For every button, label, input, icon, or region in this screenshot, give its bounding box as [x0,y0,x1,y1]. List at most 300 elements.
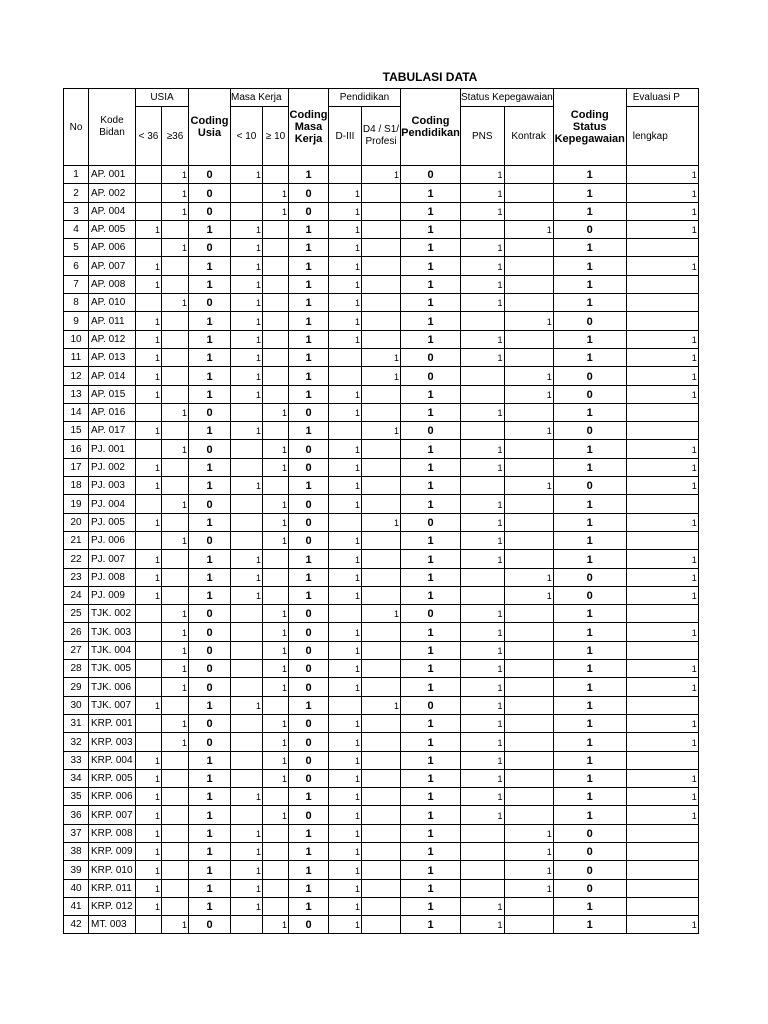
usia-ge36-cell [162,842,189,860]
mk-lt10-cell [231,458,263,476]
coding-usia-cell: 0 [189,495,231,513]
kode-bidan-cell: MT. 003 [89,916,136,934]
pend-d3-cell: 1 [329,751,362,769]
table-row [64,166,699,184]
kode-bidan-cell: PJ. 005 [89,513,136,531]
mk-lt10-cell [231,605,263,623]
coding-status-cell: 1 [553,458,626,476]
usia-ge36-cell: 1 [162,623,189,641]
coding-status-cell: 0 [553,477,626,495]
pend-d3-cell: 1 [329,440,362,458]
status-pns-cell [461,879,505,897]
status-pns-cell [461,586,505,604]
status-pns-cell: 1 [461,916,505,934]
coding-masa-kerja-cell: 1 [289,385,329,403]
coding-pendidikan-cell: 0 [401,422,461,440]
coding-masa-kerja-cell: 1 [289,257,329,275]
status-pns-cell: 1 [461,641,505,659]
table-row [64,184,699,202]
status-pns-cell: 1 [461,330,505,348]
kode-bidan-cell: TJK. 007 [89,696,136,714]
status-kontrak-cell [504,257,553,275]
coding-pendidikan-cell: 1 [401,916,461,934]
mk-ge10-cell: 1 [263,513,289,531]
coding-usia-cell: 1 [189,879,231,897]
header-pns: PNS [461,107,505,166]
evaluasi-lengkap-cell [626,861,698,879]
status-pns-cell: 1 [461,166,505,184]
row-number-cell: 25 [64,605,89,623]
header-masa-kerja: Masa Kerja [231,89,289,107]
mk-lt10-cell [231,513,263,531]
coding-pendidikan-cell: 1 [401,330,461,348]
coding-masa-kerja-cell: 1 [289,861,329,879]
table-row [64,824,699,842]
evaluasi-lengkap-cell: 1 [626,513,698,531]
mk-ge10-cell: 1 [263,733,289,751]
kode-bidan-cell: AP. 001 [89,166,136,184]
coding-usia-cell: 1 [189,257,231,275]
pend-d3-cell [329,513,362,531]
pend-d3-cell [329,367,362,385]
coding-pendidikan-cell: 1 [401,806,461,824]
mk-ge10-cell: 1 [263,531,289,549]
coding-masa-kerja-cell: 0 [289,202,329,220]
status-pns-cell: 1 [461,788,505,806]
coding-status-cell: 0 [553,220,626,238]
evaluasi-lengkap-cell [626,403,698,421]
coding-masa-kerja-cell: 0 [289,440,329,458]
kode-bidan-cell: KRP. 005 [89,769,136,787]
mk-ge10-cell: 1 [263,202,289,220]
kode-bidan-cell: AP. 005 [89,220,136,238]
usia-ge36-cell [162,879,189,897]
mk-ge10-cell [263,861,289,879]
mk-ge10-cell [263,367,289,385]
coding-pendidikan-cell: 0 [401,348,461,366]
status-kontrak-cell [504,714,553,732]
status-kontrak-cell [504,696,553,714]
coding-status-cell: 0 [553,422,626,440]
coding-usia-cell: 0 [189,440,231,458]
usia-lt36-cell: 1 [136,769,162,787]
pend-d3-cell: 1 [329,678,362,696]
pend-d4-cell [362,769,401,787]
status-kontrak-cell: 1 [504,842,553,860]
status-pns-cell: 1 [461,184,505,202]
kode-bidan-cell: KRP. 008 [89,824,136,842]
row-number-cell: 2 [64,184,89,202]
coding-usia-cell: 1 [189,348,231,366]
kode-bidan-cell: AP. 017 [89,422,136,440]
usia-ge36-cell [162,824,189,842]
row-number-cell: 11 [64,348,89,366]
coding-pendidikan-cell: 1 [401,312,461,330]
pend-d4-cell [362,257,401,275]
coding-masa-kerja-cell: 1 [289,586,329,604]
coding-status-cell: 1 [553,440,626,458]
status-kontrak-cell [504,531,553,549]
mk-ge10-cell [263,220,289,238]
mk-lt10-cell: 1 [231,220,263,238]
usia-ge36-cell: 1 [162,660,189,678]
mk-lt10-cell: 1 [231,422,263,440]
mk-ge10-cell [263,824,289,842]
header-kontrak: Kontrak [504,107,553,166]
mk-lt10-cell: 1 [231,879,263,897]
pend-d3-cell [329,348,362,366]
coding-pendidikan-cell: 1 [401,531,461,549]
mk-lt10-cell: 1 [231,586,263,604]
coding-status-cell: 1 [553,806,626,824]
kode-bidan-cell: AP. 002 [89,184,136,202]
status-kontrak-cell: 1 [504,367,553,385]
coding-status-cell: 1 [553,769,626,787]
coding-pendidikan-cell: 0 [401,513,461,531]
mk-ge10-cell: 1 [263,440,289,458]
mk-ge10-cell [263,897,289,915]
row-number-cell: 23 [64,568,89,586]
coding-pendidikan-cell: 1 [401,184,461,202]
coding-status-cell: 1 [553,897,626,915]
status-kontrak-cell: 1 [504,385,553,403]
status-pns-cell [461,568,505,586]
kode-bidan-cell: AP. 008 [89,275,136,293]
mk-lt10-cell: 1 [231,842,263,860]
usia-ge36-cell [162,312,189,330]
header-no: No [64,89,89,166]
usia-ge36-cell: 1 [162,495,189,513]
row-number-cell: 27 [64,641,89,659]
status-kontrak-cell [504,788,553,806]
pend-d4-cell [362,861,401,879]
status-kontrak-cell [504,605,553,623]
kode-bidan-cell: PJ. 009 [89,586,136,604]
pend-d4-cell [362,806,401,824]
coding-pendidikan-cell: 1 [401,897,461,915]
table-row [64,294,699,312]
coding-usia-cell: 0 [189,641,231,659]
mk-ge10-cell [263,550,289,568]
table-row [64,861,699,879]
coding-usia-cell: 0 [189,239,231,257]
mk-lt10-cell: 1 [231,239,263,257]
coding-pendidikan-cell: 1 [401,385,461,403]
mk-lt10-cell [231,660,263,678]
pend-d4-cell [362,477,401,495]
kode-bidan-cell: KRP. 009 [89,842,136,860]
mk-ge10-cell [263,788,289,806]
coding-usia-cell: 0 [189,733,231,751]
row-number-cell: 24 [64,586,89,604]
coding-masa-kerja-cell: 1 [289,696,329,714]
coding-masa-kerja-cell: 0 [289,641,329,659]
mk-ge10-cell [263,477,289,495]
status-pns-cell [461,861,505,879]
coding-status-cell: 0 [553,861,626,879]
usia-lt36-cell [136,714,162,732]
table-row [64,220,699,238]
row-number-cell: 34 [64,769,89,787]
mk-ge10-cell [263,294,289,312]
table-row [64,477,699,495]
evaluasi-lengkap-cell [626,696,698,714]
coding-pendidikan-cell: 1 [401,641,461,659]
row-number-cell: 15 [64,422,89,440]
mk-lt10-cell: 1 [231,477,263,495]
evaluasi-lengkap-cell: 1 [626,184,698,202]
mk-lt10-cell: 1 [231,788,263,806]
pend-d3-cell: 1 [329,842,362,860]
pend-d3-cell: 1 [329,861,362,879]
pend-d4-cell: 1 [362,348,401,366]
table-row [64,879,699,897]
table-row [64,678,699,696]
usia-lt36-cell: 1 [136,751,162,769]
status-pns-cell: 1 [461,440,505,458]
mk-lt10-cell: 1 [231,385,263,403]
pend-d4-cell [362,531,401,549]
coding-pendidikan-cell: 1 [401,275,461,293]
usia-ge36-cell [162,220,189,238]
status-kontrak-cell [504,184,553,202]
row-number-cell: 26 [64,623,89,641]
usia-ge36-cell: 1 [162,714,189,732]
table-row [64,239,699,257]
coding-masa-kerja-cell: 1 [289,239,329,257]
pend-d3-cell: 1 [329,733,362,751]
pend-d3-cell: 1 [329,294,362,312]
kode-bidan-cell: KRP. 006 [89,788,136,806]
row-number-cell: 7 [64,275,89,293]
status-pns-cell: 1 [461,605,505,623]
mk-lt10-cell [231,403,263,421]
spreadsheet [0,88,768,948]
evaluasi-lengkap-cell: 1 [626,769,698,787]
pend-d4-cell [362,751,401,769]
coding-pendidikan-cell: 1 [401,477,461,495]
coding-masa-kerja-cell: 1 [289,294,329,312]
usia-lt36-cell [136,605,162,623]
table-row [64,806,699,824]
usia-ge36-cell [162,897,189,915]
coding-pendidikan-cell: 1 [401,568,461,586]
mk-lt10-cell: 1 [231,568,263,586]
kode-bidan-cell: TJK. 005 [89,660,136,678]
coding-status-cell: 1 [553,495,626,513]
mk-ge10-cell: 1 [263,916,289,934]
table-row [64,202,699,220]
usia-lt36-cell [136,733,162,751]
status-pns-cell [461,220,505,238]
coding-status-cell: 1 [553,184,626,202]
coding-status-cell: 0 [553,586,626,604]
coding-usia-cell: 1 [189,220,231,238]
tabulation-table [63,88,699,934]
coding-pendidikan-cell: 1 [401,257,461,275]
status-kontrak-cell: 1 [504,879,553,897]
table-row [64,312,699,330]
coding-status-cell: 1 [553,275,626,293]
header-usia-ge36: ≥36 [162,107,189,166]
row-number-cell: 21 [64,531,89,549]
mk-ge10-cell [263,348,289,366]
coding-pendidikan-cell: 1 [401,824,461,842]
status-kontrak-cell [504,495,553,513]
kode-bidan-cell: KRP. 011 [89,879,136,897]
mk-lt10-cell [231,806,263,824]
mk-lt10-cell [231,440,263,458]
table-row [64,714,699,732]
pend-d3-cell: 1 [329,879,362,897]
pend-d4-cell [362,330,401,348]
evaluasi-lengkap-cell: 1 [626,568,698,586]
table-row [64,367,699,385]
coding-usia-cell: 0 [189,678,231,696]
mk-lt10-cell: 1 [231,861,263,879]
usia-ge36-cell [162,788,189,806]
pend-d3-cell: 1 [329,458,362,476]
mk-ge10-cell [263,166,289,184]
pend-d3-cell: 1 [329,239,362,257]
pend-d3-cell: 1 [329,916,362,934]
header-mk-lt10: < 10 [231,107,263,166]
kode-bidan-cell: AP. 006 [89,239,136,257]
row-number-cell: 42 [64,916,89,934]
pend-d3-cell: 1 [329,660,362,678]
mk-lt10-cell: 1 [231,550,263,568]
pend-d3-cell: 1 [329,495,362,513]
usia-ge36-cell: 1 [162,202,189,220]
coding-usia-cell: 1 [189,806,231,824]
status-pns-cell: 1 [461,458,505,476]
evaluasi-lengkap-cell [626,422,698,440]
pend-d3-cell: 1 [329,403,362,421]
pend-d4-cell [362,678,401,696]
kode-bidan-cell: PJ. 003 [89,477,136,495]
kode-bidan-cell: TJK. 004 [89,641,136,659]
coding-status-cell: 0 [553,367,626,385]
row-number-cell: 22 [64,550,89,568]
header-evaluasi: Evaluasi P [626,89,698,107]
pend-d3-cell: 1 [329,312,362,330]
evaluasi-lengkap-cell: 1 [626,477,698,495]
pend-d4-cell [362,897,401,915]
coding-masa-kerja-cell: 0 [289,714,329,732]
row-number-cell: 9 [64,312,89,330]
usia-ge36-cell: 1 [162,239,189,257]
status-pns-cell: 1 [461,733,505,751]
mk-ge10-cell: 1 [263,769,289,787]
status-pns-cell: 1 [461,403,505,421]
coding-usia-cell: 0 [189,184,231,202]
mk-lt10-cell: 1 [231,367,263,385]
row-number-cell: 38 [64,842,89,860]
coding-status-cell: 1 [553,696,626,714]
table-row [64,550,699,568]
row-number-cell: 32 [64,733,89,751]
row-number-cell: 19 [64,495,89,513]
coding-masa-kerja-cell: 1 [289,312,329,330]
usia-ge36-cell [162,348,189,366]
kode-bidan-cell: PJ. 004 [89,495,136,513]
evaluasi-lengkap-cell: 1 [626,348,698,366]
coding-pendidikan-cell: 1 [401,550,461,568]
usia-lt36-cell: 1 [136,477,162,495]
kode-bidan-cell: PJ. 006 [89,531,136,549]
usia-lt36-cell: 1 [136,330,162,348]
pend-d3-cell: 1 [329,714,362,732]
coding-usia-cell: 1 [189,513,231,531]
table-row [64,605,699,623]
usia-ge36-cell [162,458,189,476]
coding-masa-kerja-cell: 1 [289,824,329,842]
coding-status-cell: 1 [553,202,626,220]
coding-usia-cell: 1 [189,385,231,403]
mk-lt10-cell [231,678,263,696]
header-coding-status: Coding Status Kepegawaian [553,89,626,166]
coding-masa-kerja-cell: 1 [289,275,329,293]
mk-ge10-cell: 1 [263,714,289,732]
table-row [64,403,699,421]
status-pns-cell: 1 [461,531,505,549]
coding-masa-kerja-cell: 1 [289,477,329,495]
evaluasi-lengkap-cell [626,275,698,293]
evaluasi-lengkap-cell: 1 [626,166,698,184]
usia-lt36-cell: 1 [136,842,162,860]
table-row [64,641,699,659]
table-row [64,842,699,860]
mk-lt10-cell: 1 [231,824,263,842]
coding-masa-kerja-cell: 0 [289,660,329,678]
evaluasi-lengkap-cell: 1 [626,714,698,732]
table-row [64,495,699,513]
mk-lt10-cell: 1 [231,696,263,714]
coding-status-cell: 1 [553,916,626,934]
status-pns-cell: 1 [461,239,505,257]
evaluasi-lengkap-cell [626,312,698,330]
page-title: TABULASI DATA [382,70,478,84]
coding-usia-cell: 1 [189,477,231,495]
coding-usia-cell: 0 [189,605,231,623]
pend-d4-cell [362,660,401,678]
usia-lt36-cell [136,440,162,458]
coding-masa-kerja-cell: 0 [289,513,329,531]
status-pns-cell [461,824,505,842]
usia-ge36-cell: 1 [162,678,189,696]
coding-usia-cell: 1 [189,769,231,787]
mk-ge10-cell [263,239,289,257]
usia-lt36-cell [136,166,162,184]
evaluasi-lengkap-cell: 1 [626,257,698,275]
usia-ge36-cell [162,861,189,879]
mk-lt10-cell: 1 [231,294,263,312]
coding-usia-cell: 1 [189,788,231,806]
status-pns-cell: 1 [461,660,505,678]
row-number-cell: 28 [64,660,89,678]
pend-d4-cell [362,294,401,312]
row-number-cell: 1 [64,166,89,184]
usia-ge36-cell: 1 [162,733,189,751]
kode-bidan-cell: AP. 015 [89,385,136,403]
row-number-cell: 41 [64,897,89,915]
usia-lt36-cell: 1 [136,696,162,714]
coding-masa-kerja-cell: 0 [289,733,329,751]
usia-lt36-cell: 1 [136,824,162,842]
usia-ge36-cell: 1 [162,531,189,549]
usia-ge36-cell [162,257,189,275]
status-pns-cell: 1 [461,550,505,568]
